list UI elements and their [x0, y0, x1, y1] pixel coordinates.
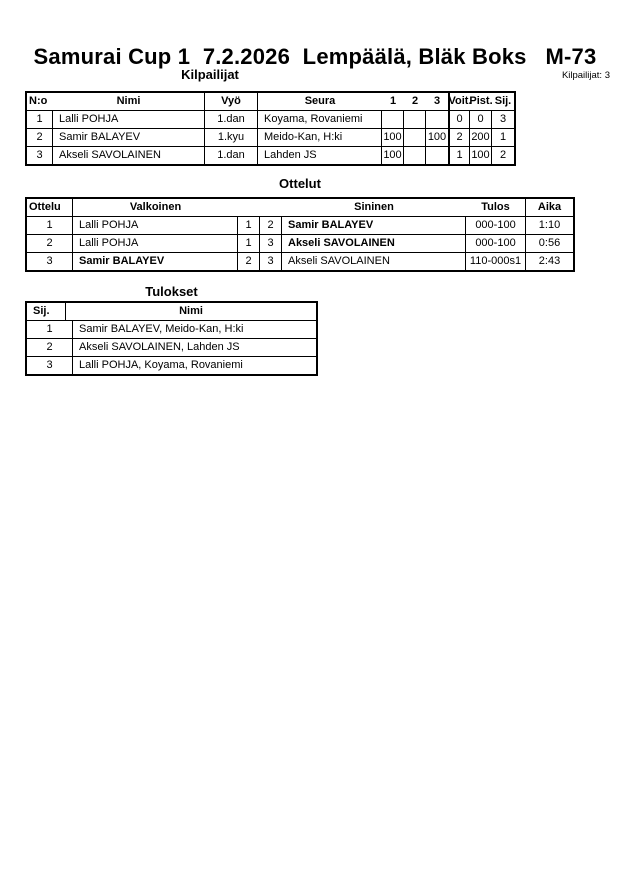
header-cell-result: Tulos: [466, 199, 526, 216]
header-cell-time: Aika: [537, 201, 562, 213]
cell-club: Meido-Kan, H:ki: [258, 129, 382, 146]
cell-belt: 1.dan: [205, 147, 258, 164]
competitor-row: [27, 128, 514, 146]
cell-points: 0: [470, 111, 492, 128]
cell-place: 3: [27, 357, 73, 374]
cell-club: Lahden JS: [258, 147, 382, 164]
cell-blue-name: Akseli SAVOLAINEN: [282, 235, 466, 252]
competitor-row: [27, 110, 514, 128]
header-cell-white: Valkoinen: [129, 201, 182, 213]
cell-white-name: Lalli POHJA: [73, 217, 238, 234]
matches-table: [25, 197, 575, 272]
section-title-results: Tulokset: [145, 284, 198, 299]
header-cell-numbers: [238, 199, 282, 216]
cell-no: 3: [27, 147, 53, 164]
cell-club: Koyama, Rovaniemi: [258, 111, 382, 128]
cell-belt: 1.dan: [205, 111, 258, 128]
header-cell-blue: Sininen: [354, 201, 394, 213]
section-title-competitors: Kilpailijat: [181, 67, 239, 82]
cell-place: 3: [499, 113, 507, 125]
cell-round2: [404, 147, 426, 164]
cell-round2: [404, 129, 426, 146]
cell-name: Lalli POHJA: [53, 111, 205, 128]
cell-wins: 0: [448, 111, 470, 128]
header-cell-belt: Vyö: [205, 93, 258, 110]
cell-name: Akseli SAVOLAINEN: [53, 147, 205, 164]
cell-white-no: 1: [238, 217, 260, 234]
competitor-count: Kilpailijat: 3: [561, 70, 610, 81]
cell-wins: 2: [448, 129, 470, 146]
cell-name: Samir BALAYEV: [53, 129, 205, 146]
cell-white-no: 1: [238, 235, 260, 252]
page-title: Samurai Cup 1 7.2.2026 Lempäälä, Bläk Boks M-73: [33, 44, 597, 69]
cell-place: 2: [499, 149, 507, 161]
section-title-matches: Ottelut: [279, 176, 321, 191]
cell-points: 100: [470, 147, 492, 164]
cell-round1: 100: [382, 147, 404, 164]
header-cell-round2: 2: [411, 95, 419, 107]
cell-round1: [382, 111, 404, 128]
cell-no: 2: [27, 129, 53, 146]
cell-name: Lalli POHJA, Koyama, Rovaniemi: [79, 359, 243, 371]
results-header-row: [27, 303, 316, 320]
results-table: [25, 301, 318, 376]
match-row: [27, 234, 573, 252]
result-row: [27, 356, 316, 374]
cell-round2: [404, 111, 426, 128]
cell-place: 1: [27, 321, 73, 338]
result-row: [27, 338, 316, 356]
cell-blue-no: 3: [260, 235, 282, 252]
header-cell-round1: 1: [389, 95, 397, 107]
header-cell-name: Nimi: [53, 93, 205, 110]
header-cell-match-no: Ottelu: [27, 199, 73, 216]
cell-round3: [426, 147, 448, 164]
cell-points: 200: [470, 129, 492, 146]
header-cell-round3: 3: [433, 95, 441, 107]
cell-round3: [426, 111, 448, 128]
cell-result: 000-100: [466, 235, 526, 252]
cell-match-no: 1: [27, 217, 73, 234]
cell-match-no: 3: [27, 253, 73, 270]
cell-match-no: 2: [27, 235, 73, 252]
header-cell-no: N:o: [29, 95, 48, 107]
matches-header-row: [27, 199, 573, 216]
cell-time: 1:10: [538, 219, 561, 231]
header-cell-name: Nimi: [179, 305, 203, 317]
cell-time: 2:43: [538, 255, 561, 267]
cell-round1: 100: [382, 129, 404, 146]
cell-time: 0:56: [538, 237, 561, 249]
cell-white-no: 2: [238, 253, 260, 270]
header-cell-place: Sij.: [27, 303, 66, 320]
cell-blue-name: Samir BALAYEV: [282, 217, 466, 234]
header-cell-place: Sij.: [494, 95, 512, 107]
header-cell-club: Seura: [304, 95, 336, 107]
match-row: [27, 216, 573, 234]
cell-blue-no: 3: [260, 253, 282, 270]
cell-result: 000-100: [466, 217, 526, 234]
header-cell-points: Pist.: [469, 95, 493, 107]
cell-round3: 100: [427, 131, 447, 143]
competitors-table: [25, 91, 516, 166]
cell-white-name: Lalli POHJA: [73, 235, 238, 252]
header-cell-wins: Voit.: [448, 93, 470, 110]
cell-white-name: Samir BALAYEV: [73, 253, 238, 270]
cell-wins: 1: [448, 147, 470, 164]
competitors-header-row: [27, 93, 514, 110]
cell-belt: 1.kyu: [205, 129, 258, 146]
cell-place: 1: [499, 131, 507, 143]
cell-blue-name: Akseli SAVOLAINEN: [282, 253, 466, 270]
cell-no: 1: [27, 111, 53, 128]
competitor-row: [27, 146, 514, 164]
cell-result: 110-000s1: [466, 253, 526, 270]
result-row: [27, 320, 316, 338]
match-row: [27, 252, 573, 270]
cell-blue-no: 2: [260, 217, 282, 234]
cell-name: Samir BALAYEV, Meido-Kan, H:ki: [79, 323, 244, 335]
cell-place: 2: [27, 339, 73, 356]
cell-name: Akseli SAVOLAINEN, Lahden JS: [79, 341, 240, 353]
